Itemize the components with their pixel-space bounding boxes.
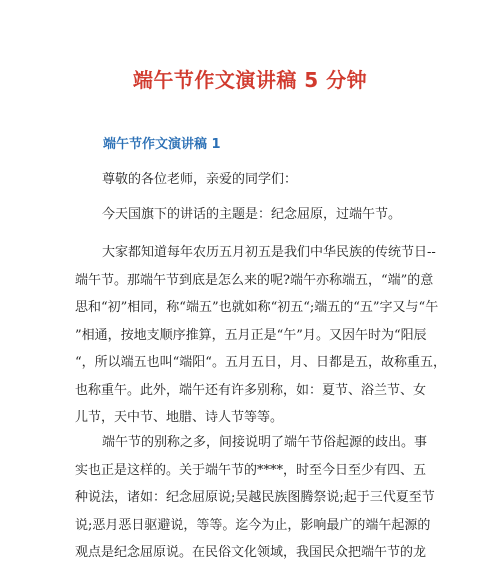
paragraph-line: 种说法，诸如：纪念屈原说;吴越民族图腾祭说;起于三代夏至节 xyxy=(75,490,435,505)
paragraph-line: 思和“初”相同，称“端五”也就如称“初五“;端五的“五”字又与“午 xyxy=(75,300,439,315)
paragraph-line: 说;恶月恶日驱避说，等等。迄今为止，影响最广的端午起源的 xyxy=(75,517,431,533)
paragraph-origin xyxy=(75,239,446,432)
paragraph-line: 端午节的别称之多，间接说明了端午节俗起源的歧出。事 xyxy=(102,435,428,450)
paragraph-line: 端午节。那端午节到底是怎么来的呢?端午亦称端五，“端”的意 xyxy=(75,272,434,288)
paragraph-line: ”相通，按地支顺序推算，五月正是“午”月。又因午时为“阳辰 xyxy=(75,327,427,343)
paragraph-line: 实也正是这样的。关于端午节的****，时至今日至少有四、五 xyxy=(75,462,427,478)
paragraph-line: “，所以端五也叫“端阳“。五月五日，月、日都是五，故称重五， xyxy=(75,355,446,370)
paragraph-topic xyxy=(75,201,427,229)
paragraph-greeting xyxy=(75,166,427,194)
document-title: 端午节作文演讲稿 5 分钟 xyxy=(132,68,368,92)
paragraph-names xyxy=(75,429,435,567)
section-heading: 端午节作文演讲稿 1 xyxy=(103,137,221,152)
paragraph-line: 儿节，天中节、地腊、诗人节等等。 xyxy=(75,410,284,425)
paragraph-line: 观点是纪念屈原说。在民俗文化领域，我国民众把端午节的龙 xyxy=(75,545,427,560)
paragraph-line: 今天国旗下的讲话的主题是：纪念屈原，过端午节。 xyxy=(102,207,402,222)
paragraph-line: 大家都知道每年农历五月初五是我们中华民族的传统节日-- xyxy=(102,245,436,260)
paragraph-line: 也称重午。此外，端午还有许多别称，如：夏节、浴兰节、女 xyxy=(75,382,427,398)
paragraph-line: 尊敬的各位老师，亲爱的同学们： xyxy=(102,172,298,187)
